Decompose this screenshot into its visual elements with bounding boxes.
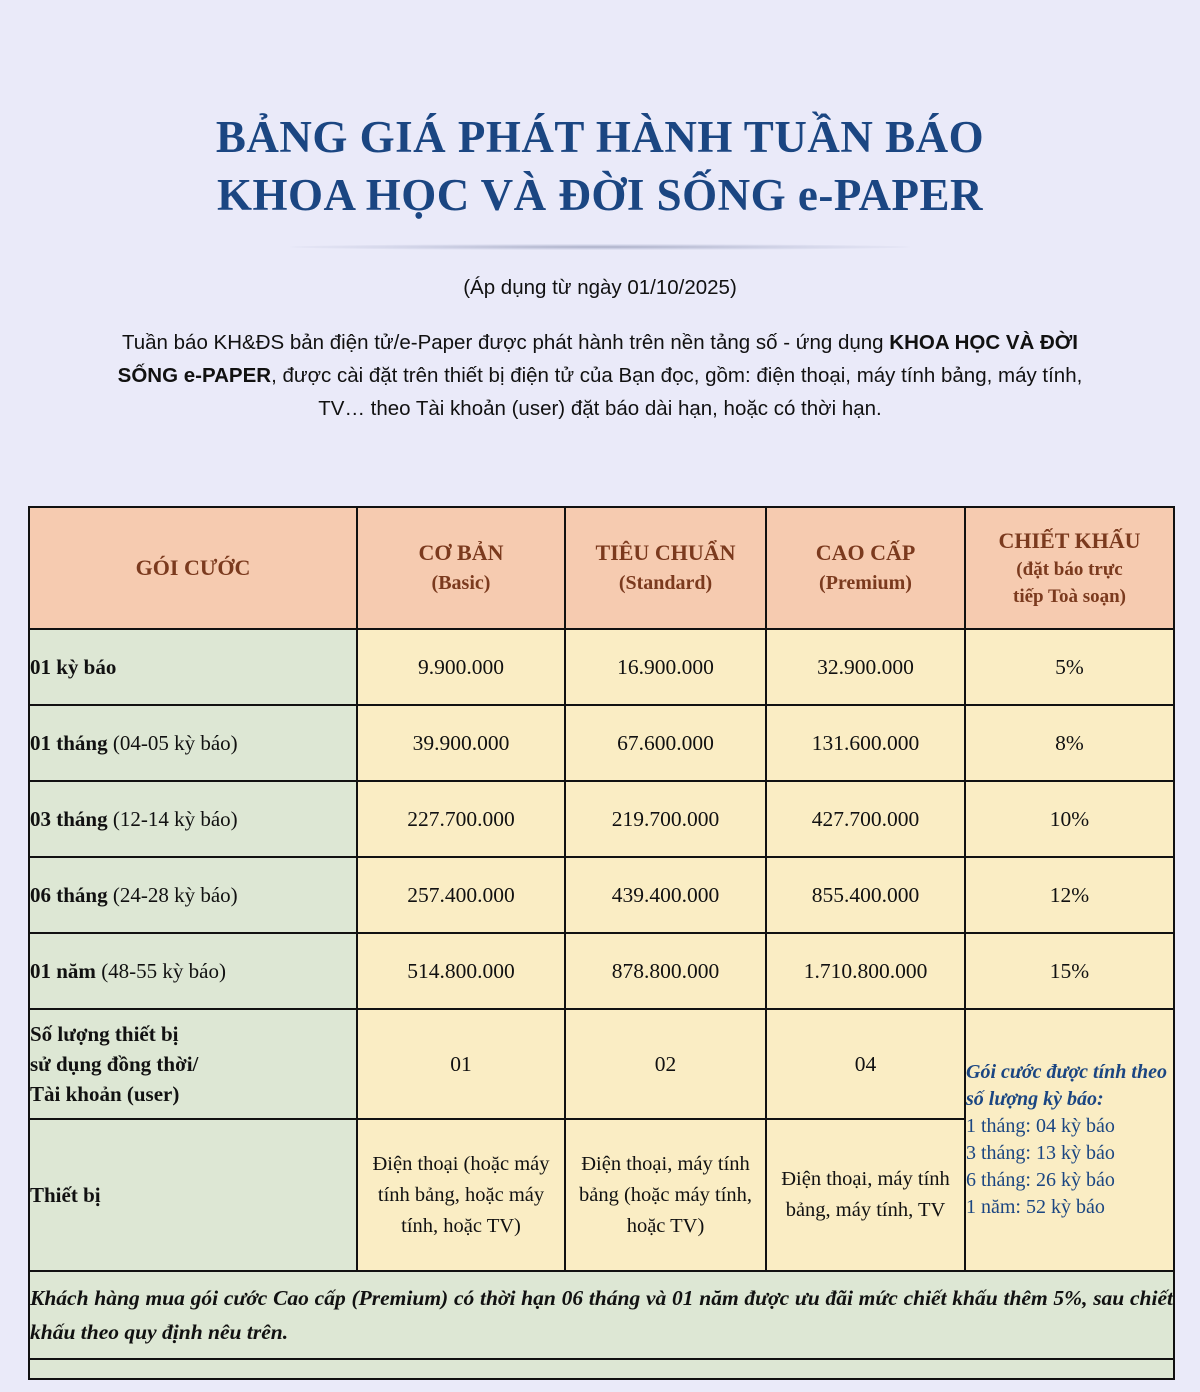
cell-standard-price: 878.800.000 bbox=[565, 933, 766, 1009]
effective-date: (Áp dụng từ ngày 01/10/2025) bbox=[463, 276, 737, 299]
trailing-cell bbox=[29, 1359, 1174, 1379]
column-header-premium-label: CAO CẤP bbox=[815, 540, 916, 565]
discount-note-line: 3 tháng: 13 kỳ báo bbox=[966, 1142, 1115, 1164]
cell-discount-rate: 5% bbox=[965, 629, 1174, 705]
device-count-label-line-2: sử dụng đồng thời/ bbox=[30, 1052, 199, 1076]
cell-premium-device-count: 04 bbox=[766, 1009, 965, 1119]
row-label-cell-devices bbox=[29, 1119, 357, 1271]
row-label-plain: (04-05 kỳ báo) bbox=[107, 731, 238, 755]
device-count-label-line-3: Tài khoản (user) bbox=[30, 1082, 180, 1106]
pricing-table-wrapper bbox=[28, 506, 1173, 1380]
cell-basic-price: 39.900.000 bbox=[357, 705, 565, 781]
column-header-basic bbox=[357, 507, 565, 629]
cell-premium-price: 131.600.000 bbox=[766, 705, 965, 781]
cell-premium-price: 32.900.000 bbox=[766, 629, 965, 705]
row-label-cell bbox=[29, 705, 357, 781]
cell-premium-devices: Điện thoại, máy tính bảng, máy tính, TV bbox=[766, 1119, 965, 1271]
row-label-cell bbox=[29, 933, 357, 1009]
cell-standard-device-count: 02 bbox=[565, 1009, 766, 1119]
row-label-bold: 01 tháng bbox=[30, 731, 108, 755]
column-header-discount-label: CHIẾT KHẤU bbox=[998, 528, 1141, 553]
row-label-plain: (48-55 kỳ báo) bbox=[95, 959, 226, 983]
row-label-cell-device-count bbox=[29, 1009, 357, 1119]
cell-basic-devices: Điện thoại (hoặc máy tính bảng, hoặc máy tính, hoặc TV) bbox=[357, 1119, 565, 1271]
table-row bbox=[29, 629, 1174, 705]
intro-app-name: KHOA HỌC VÀ ĐỜI SỐNG e-PAPER bbox=[117, 331, 1078, 387]
cell-basic-price: 514.800.000 bbox=[357, 933, 565, 1009]
column-header-package-label: GÓI CƯỚC bbox=[135, 555, 251, 580]
cell-basic-device-count: 01 bbox=[357, 1009, 565, 1119]
cell-standard-price: 439.400.000 bbox=[565, 857, 766, 933]
intro-paragraph bbox=[95, 326, 1105, 425]
cell-standard-price: 67.600.000 bbox=[565, 705, 766, 781]
discount-note-line: 1 tháng: 04 kỳ báo bbox=[966, 1115, 1115, 1137]
row-label-bold: 01 năm bbox=[30, 959, 96, 983]
cell-basic-price: 9.900.000 bbox=[357, 629, 565, 705]
intro-text-part-1: Tuần báo KH&ĐS bản điện tử/e-Paper được phát hành trên nền tảng số - ứng dụng bbox=[121, 331, 890, 354]
cell-discount-rate: 8% bbox=[965, 705, 1174, 781]
cell-discount-rate: 15% bbox=[965, 933, 1174, 1009]
devices-label: Thiết bị bbox=[30, 1183, 101, 1207]
discount-calculation-note bbox=[965, 1009, 1174, 1271]
cell-premium-price: 427.700.000 bbox=[766, 781, 965, 857]
cell-premium-price: 1.710.800.000 bbox=[766, 933, 965, 1009]
cell-standard-price: 219.700.000 bbox=[565, 781, 766, 857]
footnote-text: Khách hàng mua gói cước Cao cấp (Premium) có thời hạn 06 tháng và 01 năm được ưu đãi mức chiết khấu thêm 5%, sau chiết khấu theo quy định nêu trên. bbox=[29, 1271, 1174, 1359]
column-header-basic-label: CƠ BẢN bbox=[418, 540, 504, 565]
column-header-premium bbox=[766, 507, 965, 629]
row-label-bold: 06 tháng bbox=[30, 883, 108, 907]
cell-standard-devices: Điện thoại, máy tính bảng (hoặc máy tính, hoặc TV) bbox=[565, 1119, 766, 1271]
device-count-label-line-1: Số lượng thiết bị bbox=[30, 1022, 179, 1046]
table-row-device-count bbox=[29, 1009, 1174, 1119]
column-header-standard-sublabel: (Standard) bbox=[618, 572, 713, 594]
row-label-bold: 01 kỳ báo bbox=[30, 655, 117, 679]
page-title-line-1: BẢNG GIÁ PHÁT HÀNH TUẦN BÁO bbox=[215, 112, 985, 162]
table-header-row bbox=[29, 507, 1174, 629]
cell-basic-price: 257.400.000 bbox=[357, 857, 565, 933]
column-header-package bbox=[29, 507, 357, 629]
page-title-line-2: KHOA HỌC VÀ ĐỜI SỐNG e-PAPER bbox=[216, 170, 984, 220]
row-label-cell bbox=[29, 629, 357, 705]
row-label-cell bbox=[29, 781, 357, 857]
column-header-premium-sublabel: (Premium) bbox=[819, 572, 912, 594]
row-label-plain: (12-14 kỳ báo) bbox=[107, 807, 238, 831]
cell-standard-price: 16.900.000 bbox=[565, 629, 766, 705]
column-header-discount-sublabel-2: tiếp Toà soạn) bbox=[1013, 586, 1126, 607]
cell-premium-price: 855.400.000 bbox=[766, 857, 965, 933]
column-header-discount-sublabel-1: (đặt báo trực bbox=[1016, 559, 1123, 580]
table-row bbox=[29, 705, 1174, 781]
title-divider bbox=[290, 244, 910, 250]
cell-discount-rate: 12% bbox=[965, 857, 1174, 933]
discount-note-line: 1 năm: 52 kỳ báo bbox=[966, 1196, 1105, 1218]
intro-text-part-2: , được cài đặt trên thiết bị điện tử của Bạn đọc, gồm: điện thoại, máy tính bảng, máy tính, TV… theo Tài khoản (user) đặt báo dài hạn, hoặc có thời hạn. bbox=[271, 364, 1083, 420]
cell-discount-rate: 10% bbox=[965, 781, 1174, 857]
table-row bbox=[29, 857, 1174, 933]
row-label-bold: 03 tháng bbox=[30, 807, 108, 831]
column-header-discount bbox=[965, 507, 1174, 629]
table-row bbox=[29, 933, 1174, 1009]
discount-note-line: 6 tháng: 26 kỳ báo bbox=[966, 1169, 1115, 1191]
row-label-plain: (24-28 kỳ báo) bbox=[107, 883, 238, 907]
row-label-cell bbox=[29, 857, 357, 933]
table-footnote-row bbox=[29, 1271, 1174, 1359]
table-row bbox=[29, 781, 1174, 857]
cell-basic-price: 227.700.000 bbox=[357, 781, 565, 857]
discount-note-heading: Gói cước được tính theo số lượng kỳ báo: bbox=[966, 1061, 1167, 1110]
column-header-standard bbox=[565, 507, 766, 629]
title-block bbox=[0, 0, 1200, 250]
pricing-table bbox=[28, 506, 1175, 1380]
column-header-standard-label: TIÊU CHUẨN bbox=[595, 540, 736, 565]
column-header-basic-sublabel: (Basic) bbox=[431, 572, 491, 594]
table-trailing-row bbox=[29, 1359, 1174, 1379]
